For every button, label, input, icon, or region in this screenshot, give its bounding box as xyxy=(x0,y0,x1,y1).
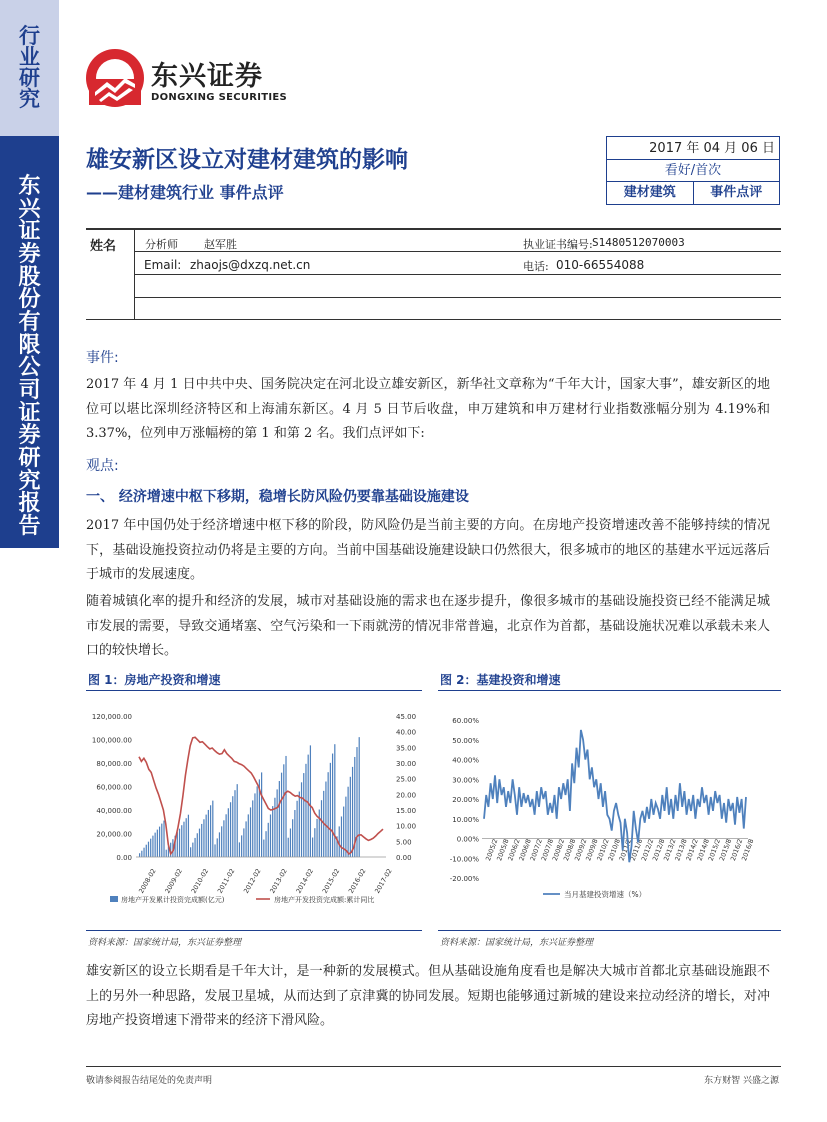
investment-bar xyxy=(203,819,204,857)
paragraph-1: 2017 年中国仍处于经济增速中枢下移的阶段，防风险仍是当前主要的方向。在房地产投资增速改善不能够持续的情况下，基础设施投资拉动仍将是主要的方向。当前中国基础设施建设缺口仍然很大，很多城市的地区的基建水平远远落后于城市的发展速度。 xyxy=(86,518,770,582)
report-meta-box xyxy=(606,136,780,205)
left-axis-tick-label: 60,000.00 xyxy=(96,783,132,792)
right-axis-tick-label: 20.00 xyxy=(396,791,417,800)
event-paragraph: 2017 年 4 月 1 日中共中央、国务院决定在河北设立雄安新区，新华社文章称为“千年大计，国家大事”，雄安新区的地位可以堪比深圳经济特区和上海浦东新区。4 月 5 日节后收盘，申万建筑和申万建材行业指数涨幅分别为 4.19%和 3.37%，位列申万涨幅榜的第 1 和第 2 名。我们点评如下: xyxy=(86,377,770,441)
x-axis-tick-label: 2015/8 xyxy=(717,837,734,862)
y-axis-tick-label: 10.00% xyxy=(452,815,479,824)
x-axis-tick-label: 2006/8 xyxy=(517,837,533,862)
x-axis-tick-label: 2011/2 xyxy=(617,837,633,862)
investment-bar xyxy=(321,800,322,857)
company-logo xyxy=(85,48,295,108)
x-axis-tick-label: 2013-02 xyxy=(268,867,289,895)
left-axis-tick-label: 40,000.00 xyxy=(96,807,132,815)
figure-2-bottom-rule xyxy=(438,930,781,931)
left-axis-tick-label: 20,000.00 xyxy=(96,830,132,839)
figure-1-source: 资料来源：国家统计局，东兴证券整理 xyxy=(88,938,242,948)
investment-bar xyxy=(248,814,249,857)
investment-bar xyxy=(241,835,242,857)
x-axis-tick-label: 2010/8 xyxy=(606,837,622,862)
investment-bar xyxy=(288,838,289,857)
investment-bar xyxy=(194,838,195,857)
figure-2-source: 资料来源：国家统计局，东兴证券整理 xyxy=(440,938,594,948)
left-axis-tick-label: 80,000.00 xyxy=(96,760,132,768)
x-axis-tick-label: 2012/8 xyxy=(651,837,667,862)
x-axis-tick-label: 2007/2 xyxy=(528,837,544,862)
investment-bar xyxy=(210,805,211,857)
investment-bar xyxy=(277,789,278,857)
x-axis-tick-label: 2005/8 xyxy=(495,837,511,862)
report-date: 2017 年 04 月 06 日 xyxy=(607,137,779,160)
report-title: 雄安新区设立对建材建筑的影响 xyxy=(86,147,408,173)
investment-bar xyxy=(252,800,253,857)
x-axis-tick-label: 2009/2 xyxy=(573,837,589,862)
investment-bar xyxy=(281,773,282,857)
x-axis-tick-label: 2016/8 xyxy=(740,837,756,862)
y-axis-tick-label: 40.00% xyxy=(452,756,479,765)
investment-bar xyxy=(232,796,233,857)
investment-bar xyxy=(270,814,271,857)
analyst-role: 分析师 xyxy=(145,238,178,251)
investment-bar xyxy=(217,838,218,857)
investment-bar xyxy=(305,764,306,857)
rating-label: 看好/首次 xyxy=(607,160,779,182)
figure-1-bottom-rule xyxy=(86,930,422,931)
view-label: 观点: xyxy=(86,458,119,474)
table-divider xyxy=(134,297,781,298)
cert-number: S1480512070003 xyxy=(592,236,685,249)
figure-2-title: 图 2：基建投资和增速 xyxy=(440,673,561,687)
legend-label-investment: 房地产开发累计投资完成额(亿元) xyxy=(121,896,225,904)
y-axis-tick-label: 20.00% xyxy=(452,796,479,804)
footer-slogan: 东方财智 兴盛之源 xyxy=(704,1076,779,1086)
x-axis-tick-label: 2014-02 xyxy=(294,867,316,895)
x-axis-tick-label: 2013/8 xyxy=(673,837,689,862)
figure-1-title: 图 1：房地产投资和增速 xyxy=(88,673,221,687)
x-axis-tick-label: 2012/2 xyxy=(639,837,656,862)
x-axis-tick-label: 2011/8 xyxy=(628,837,645,862)
investment-bar xyxy=(188,815,189,857)
investment-bar xyxy=(285,756,286,857)
legend-swatch-investment xyxy=(110,896,118,902)
investment-bar xyxy=(299,792,300,857)
chart-real-estate-investment xyxy=(86,700,422,915)
investment-bar xyxy=(163,821,164,857)
investment-bar xyxy=(350,777,351,857)
investment-bar xyxy=(345,797,346,857)
right-axis-tick-label: 40.00 xyxy=(396,728,417,737)
investment-bar xyxy=(334,744,335,857)
investment-bar xyxy=(296,801,297,857)
footer-disclaimer: 敬请参阅报告结尾处的免责声明 xyxy=(86,1076,213,1086)
x-axis-tick-label: 2009/8 xyxy=(584,837,600,862)
investment-bar xyxy=(166,850,167,857)
x-axis-tick-label: 2016/2 xyxy=(728,837,745,862)
legend-label-infrastructure: 当月基建投资增速（%） xyxy=(564,890,647,899)
investment-bar xyxy=(292,819,293,857)
x-axis-tick-label: 2015/2 xyxy=(706,837,723,862)
right-axis-tick-label: 45.00 xyxy=(396,713,417,721)
x-axis-tick-label: 2008/2 xyxy=(550,837,567,862)
investment-bar xyxy=(179,829,180,857)
paragraph-2: 随着城镇化率的提升和经济的发展，城市对基础设施的需求也在逐步提升，像很多城市的基础设施投资已经不能满足城市发展的需要，导致交通堵塞、空气污染和一下雨就涝的情况非常普遍，北京作为首都，基础设施状况难以承载未来人口的较快增长。 xyxy=(86,594,770,658)
investment-bar xyxy=(272,806,273,857)
right-axis-tick-label: 5.00 xyxy=(396,838,412,847)
x-axis-tick-label: 2005/2 xyxy=(484,837,500,862)
investment-bar xyxy=(237,784,238,857)
analyst-name: 赵军胜 xyxy=(204,238,237,251)
right-axis-tick-label: 10.00 xyxy=(396,822,417,831)
investment-bar xyxy=(290,828,291,857)
investment-bar xyxy=(352,767,353,857)
logo-english-text: DONGXING SECURITIES xyxy=(151,92,288,103)
figure-1-rule xyxy=(86,690,422,691)
cert-label: 执业证书编号: xyxy=(523,238,593,251)
left-axis-tick-label: 100,000.00 xyxy=(91,736,132,745)
investment-bar xyxy=(263,840,264,857)
investment-bar xyxy=(143,848,144,857)
analyst-table xyxy=(86,228,781,320)
investment-bar xyxy=(223,820,224,857)
x-axis-tick-label: 2006/2 xyxy=(506,837,522,862)
investment-bar xyxy=(186,818,187,857)
x-axis-tick-label: 2015-02 xyxy=(320,867,342,895)
industry-tag: 建材建筑 xyxy=(607,182,694,204)
investment-bar xyxy=(254,793,255,857)
right-axis-tick-label: 25.00 xyxy=(396,775,417,784)
investment-bar xyxy=(219,832,220,857)
investment-bar xyxy=(325,782,326,857)
investment-bar xyxy=(319,810,320,857)
x-axis-tick-label: 2007/8 xyxy=(539,837,556,862)
x-axis-tick-label: 2011-02 xyxy=(215,867,237,895)
investment-bar xyxy=(341,816,342,857)
investment-bar xyxy=(330,763,331,857)
x-axis-tick-label: 2017-02 xyxy=(373,867,394,895)
sidebar-company-label: 东 兴 证 券 股 份 有 限 公 司 证 券 研 究 报 告 xyxy=(18,174,41,539)
investment-bar xyxy=(265,831,266,857)
sidebar-category-label: 行 业 研 究 xyxy=(19,24,40,111)
x-axis-tick-label: 2014/8 xyxy=(695,837,711,862)
investment-bar xyxy=(199,829,200,857)
footer-rule xyxy=(86,1066,781,1067)
investment-bar xyxy=(245,821,246,857)
investment-bar xyxy=(181,825,182,857)
y-axis-tick-label: -10.00% xyxy=(449,855,479,864)
investment-bar xyxy=(201,824,202,857)
investment-bar xyxy=(348,787,349,857)
table-divider xyxy=(134,230,135,320)
investment-bar xyxy=(212,801,213,857)
y-axis-tick-label: 60.00% xyxy=(452,717,479,725)
investment-bar xyxy=(190,847,191,857)
left-axis-tick-label: 120,000.00 xyxy=(91,713,132,721)
investment-bar xyxy=(310,745,311,857)
left-axis-tick-label: 0.00 xyxy=(116,854,132,862)
investment-bar xyxy=(161,824,162,857)
investment-bar xyxy=(206,815,207,857)
investment-bar xyxy=(226,814,227,857)
right-axis-tick-label: 15.00 xyxy=(396,807,417,815)
x-axis-tick-label: 2013/2 xyxy=(662,837,678,862)
y-axis-tick-label: 50.00% xyxy=(452,736,479,745)
investment-bar xyxy=(308,755,309,857)
investment-bar xyxy=(250,807,251,857)
paragraph-3: 雄安新区的设立长期看是千年大计，是一种新的发展模式。但从基础设施角度看也是解决大城市首都北京基础设施跟不上的另外一种思路，发展卫星城，从而达到了京津冀的协同发展。短期也能够通过新城的建设来拉动经济的增长，对冲房地产投资增速下滑带来的经济下滑风险。 xyxy=(86,964,770,1028)
report-type-tag: 事件点评 xyxy=(710,185,763,200)
investment-bar xyxy=(359,737,360,857)
investment-bar xyxy=(279,781,280,857)
logo-mark-icon xyxy=(85,48,145,108)
investment-bar xyxy=(243,828,244,857)
investment-bar xyxy=(157,830,158,857)
investment-bar xyxy=(155,833,156,857)
investment-bar xyxy=(230,802,231,857)
investment-bar xyxy=(261,772,262,857)
investment-bar xyxy=(150,839,151,857)
x-axis-tick-label: 2012-02 xyxy=(242,867,263,895)
y-axis-tick-label: 30.00% xyxy=(452,776,479,785)
y-axis-tick-label: 0.00% xyxy=(456,835,479,844)
investment-bar xyxy=(257,786,258,857)
investment-bar xyxy=(214,844,215,857)
x-axis-tick-label: 2010/2 xyxy=(595,837,611,862)
y-axis-tick-label: -20.00% xyxy=(449,875,479,883)
investment-bar xyxy=(301,782,302,857)
x-axis-tick-label: 2010-02 xyxy=(189,867,211,895)
figure-2-rule xyxy=(438,690,781,691)
right-axis-tick-label: 35.00 xyxy=(396,744,417,753)
section-heading: 一、 经济增速中枢下移期，稳增长防风险仍要靠基础设施建设 xyxy=(86,489,469,505)
investment-bar xyxy=(356,747,357,857)
right-axis-tick-label: 0.00 xyxy=(396,854,412,862)
investment-bar xyxy=(283,764,284,857)
x-axis-tick-label: 2008-02 xyxy=(137,867,158,895)
analyst-email[interactable]: zhaojs@dxzq.net.cn xyxy=(190,258,311,272)
investment-bar xyxy=(316,819,317,857)
investment-bar xyxy=(141,851,142,857)
investment-bar xyxy=(274,798,275,857)
chart-infrastructure-investment xyxy=(438,700,781,915)
x-axis-tick-label: 2009-02 xyxy=(163,867,184,895)
investment-bar xyxy=(268,823,269,857)
investment-bar xyxy=(197,833,198,857)
investment-bar xyxy=(183,822,184,857)
x-axis-tick-label: 2016-02 xyxy=(346,867,368,895)
right-axis-tick-label: 30.00 xyxy=(396,760,417,768)
x-axis-tick-label: 2014/2 xyxy=(684,837,700,862)
investment-bar xyxy=(328,772,329,857)
logo-chinese-text: 东兴证券 xyxy=(151,61,263,92)
investment-bar xyxy=(139,853,140,857)
investment-bar xyxy=(239,842,240,857)
investment-bar xyxy=(332,754,333,857)
investment-bar xyxy=(152,836,153,857)
report-tags xyxy=(607,182,779,204)
investment-bar xyxy=(221,826,222,857)
investment-bar xyxy=(234,790,235,857)
investment-bar xyxy=(192,843,193,857)
sidebar-category xyxy=(0,0,59,136)
investment-bar xyxy=(148,842,149,857)
email-label: Email: xyxy=(144,258,182,272)
investment-bar xyxy=(339,826,340,857)
investment-bar xyxy=(146,845,147,857)
event-label: 事件: xyxy=(86,350,119,366)
investment-bar xyxy=(303,773,304,857)
sidebar-company xyxy=(0,136,59,548)
investment-bar xyxy=(294,810,295,857)
x-axis-tick-label: 2008/8 xyxy=(562,837,578,862)
name-label: 姓名 xyxy=(90,239,117,254)
investment-bar xyxy=(208,810,209,857)
investment-bar xyxy=(314,828,315,857)
investment-bar xyxy=(159,827,160,857)
table-divider xyxy=(134,274,781,275)
analyst-tel: 010-66554088 xyxy=(556,258,645,272)
report-subtitle: ——建材建筑行业 事件点评 xyxy=(86,183,284,202)
investment-bar xyxy=(228,808,229,857)
investment-bar xyxy=(312,838,313,857)
tel-label: 电话: xyxy=(523,260,549,273)
legend-label-growth: 房地产开发投资完成额:累计同比 xyxy=(274,896,375,904)
